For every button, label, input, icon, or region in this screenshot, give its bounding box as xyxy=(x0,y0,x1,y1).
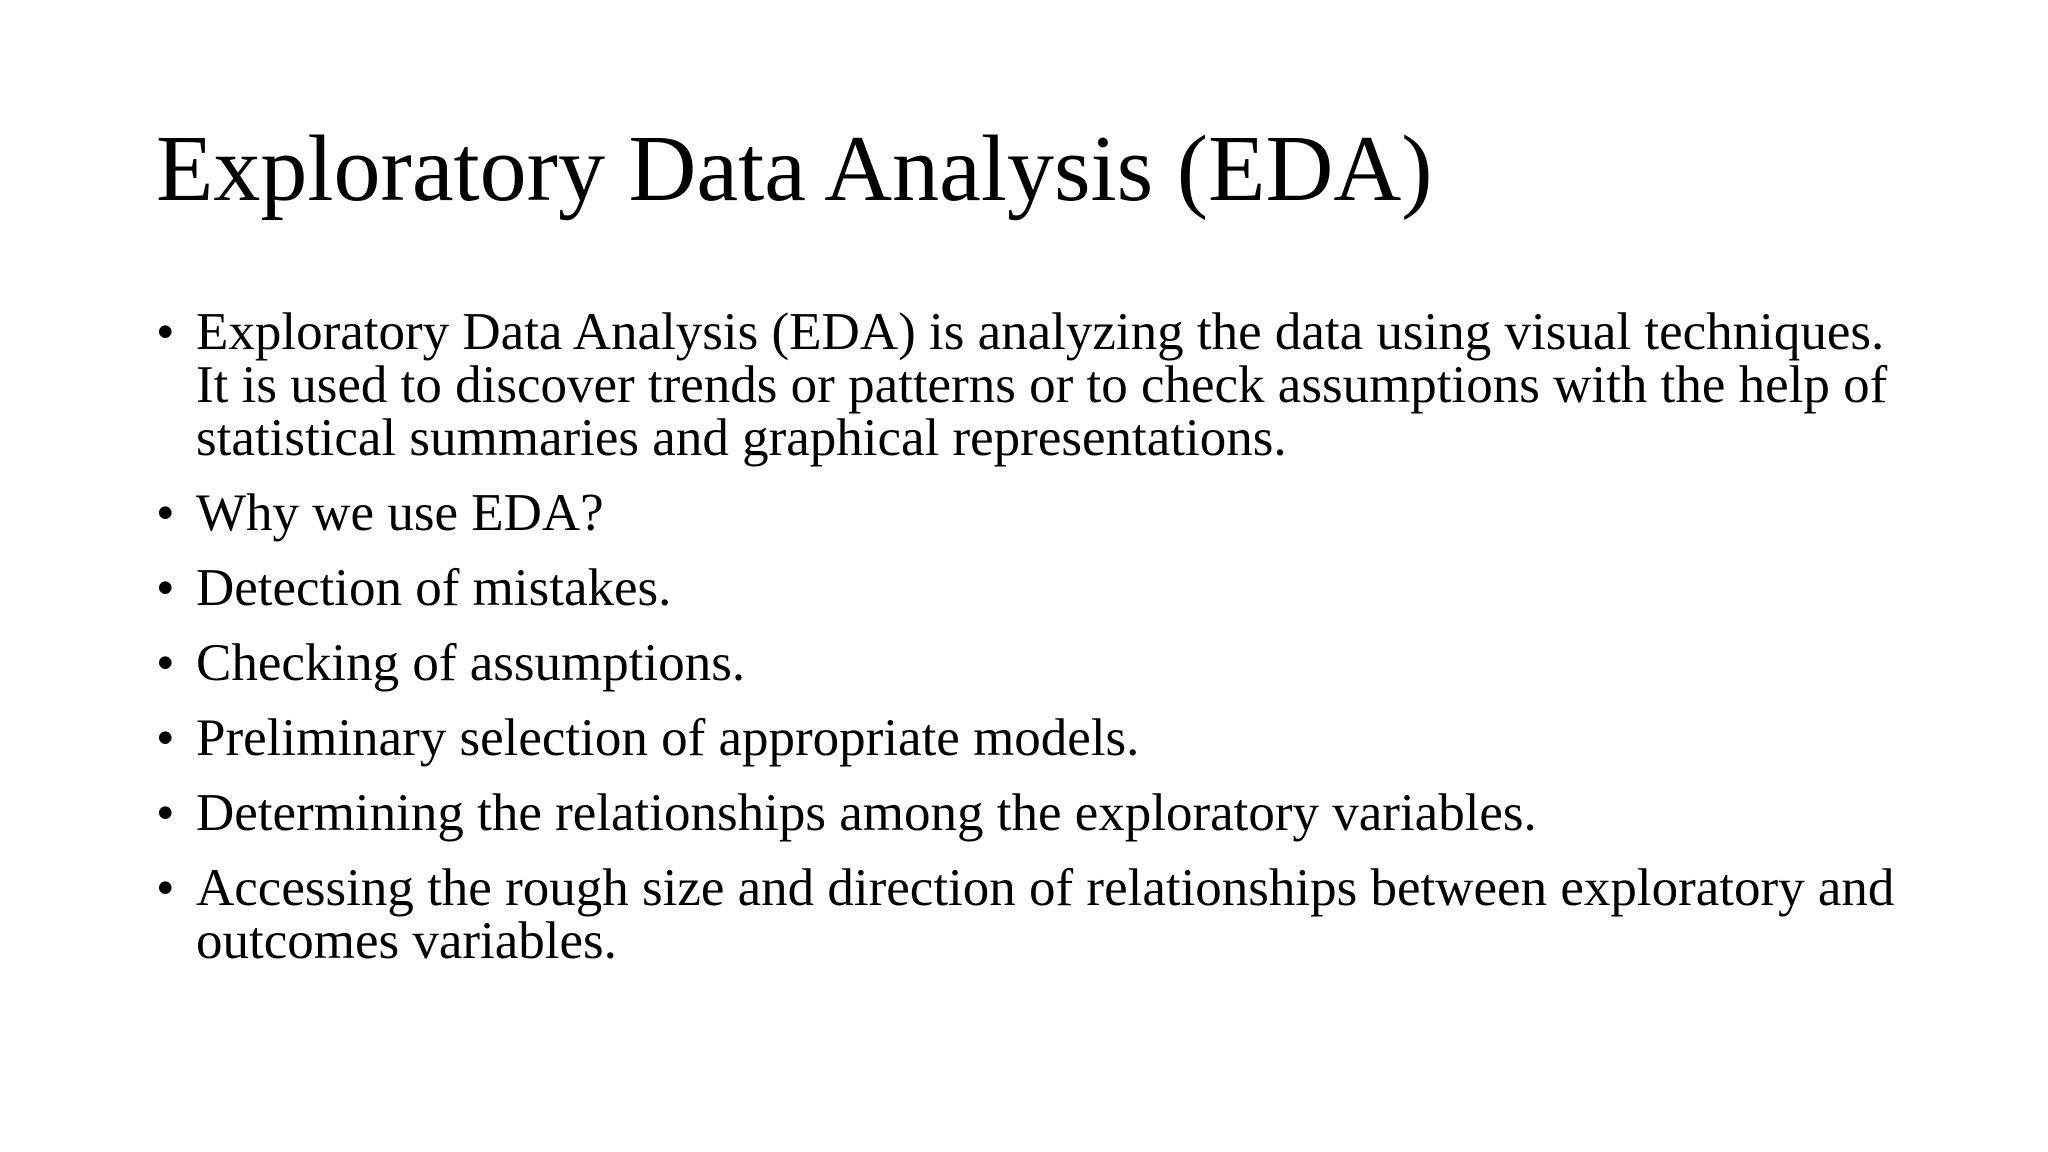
bullet-text: Preliminary selection of appropriate models. xyxy=(196,709,1140,767)
bullet-item xyxy=(156,784,1916,842)
bullet-item xyxy=(156,559,1916,617)
bullet-item xyxy=(156,303,1916,467)
bullet-marker: • xyxy=(156,859,175,917)
bullet-text: Detection of mistakes. xyxy=(196,559,672,617)
slide-title: Exploratory Data Analysis (EDA) xyxy=(156,117,1433,221)
bullet-marker: • xyxy=(156,784,175,842)
bullet-text: Exploratory Data Analysis (EDA) is analyzing the data using visual techniques. It is used to discover trends or patterns or to check assumptions with the help of statistical summaries and graphical representations. xyxy=(196,303,1888,467)
bullet-marker: • xyxy=(156,303,175,361)
bullet-item xyxy=(156,709,1916,767)
bullet-marker: • xyxy=(156,559,175,617)
bullet-text: Checking of assumptions. xyxy=(196,634,746,692)
bullet-text: Determining the relationships among the exploratory variables. xyxy=(196,784,1537,842)
bullet-item xyxy=(156,484,1916,542)
bullet-text: Why we use EDA? xyxy=(196,484,604,542)
bullet-list xyxy=(156,303,1916,990)
bullet-item xyxy=(156,634,1916,692)
bullet-marker: • xyxy=(156,484,175,542)
bullet-text: Accessing the rough size and direction of relationships between exploratory and outcomes variables. xyxy=(196,859,1895,970)
bullet-marker: • xyxy=(156,634,175,692)
bullet-marker: • xyxy=(156,709,175,767)
bullet-item xyxy=(156,859,1916,970)
